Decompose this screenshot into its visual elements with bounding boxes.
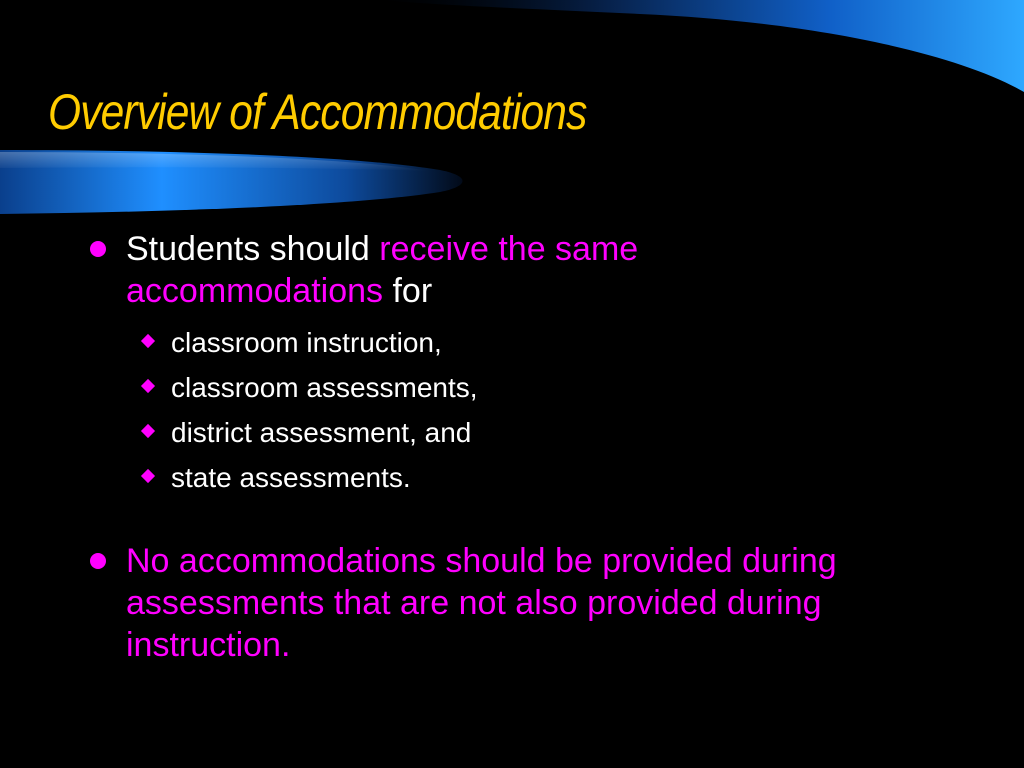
sub-bullet-item [140,410,478,455]
sub-bullet-item [140,365,478,410]
bullet-1-trailing-text: for [383,272,433,310]
sub-bullet-text: state assessments. [171,462,411,493]
sub-bullet-list [140,320,478,500]
bullet-1-text [126,228,866,312]
bullet-2-highlight-text: No accommodations should be provided during assessments that are not also provided during instruction. [126,542,837,664]
sub-bullet-item [140,455,478,500]
top-swoosh [380,0,1024,92]
sub-bullet-text: classroom instruction, [171,327,442,358]
sub-bullet-text: classroom assessments, [171,372,478,403]
bullet-circle-icon [90,553,106,569]
bullet-1-plain-text: Students should [126,230,380,268]
diamond-bullet-icon [141,379,155,393]
bullet-2-text [126,540,866,666]
bullet-1-highlight-text: receive the same accommodations [126,230,639,310]
sub-bullet-item [140,320,478,365]
diamond-bullet-icon [141,424,155,438]
bullet-2 [88,540,866,666]
sub-bullet-text: district assessment, and [171,417,472,448]
diamond-bullet-icon [141,469,155,483]
slide-title: Overview of Accommodations [48,84,587,140]
diamond-bullet-icon [141,334,155,348]
bullet-circle-icon [90,241,106,257]
bullet-1 [88,228,866,312]
